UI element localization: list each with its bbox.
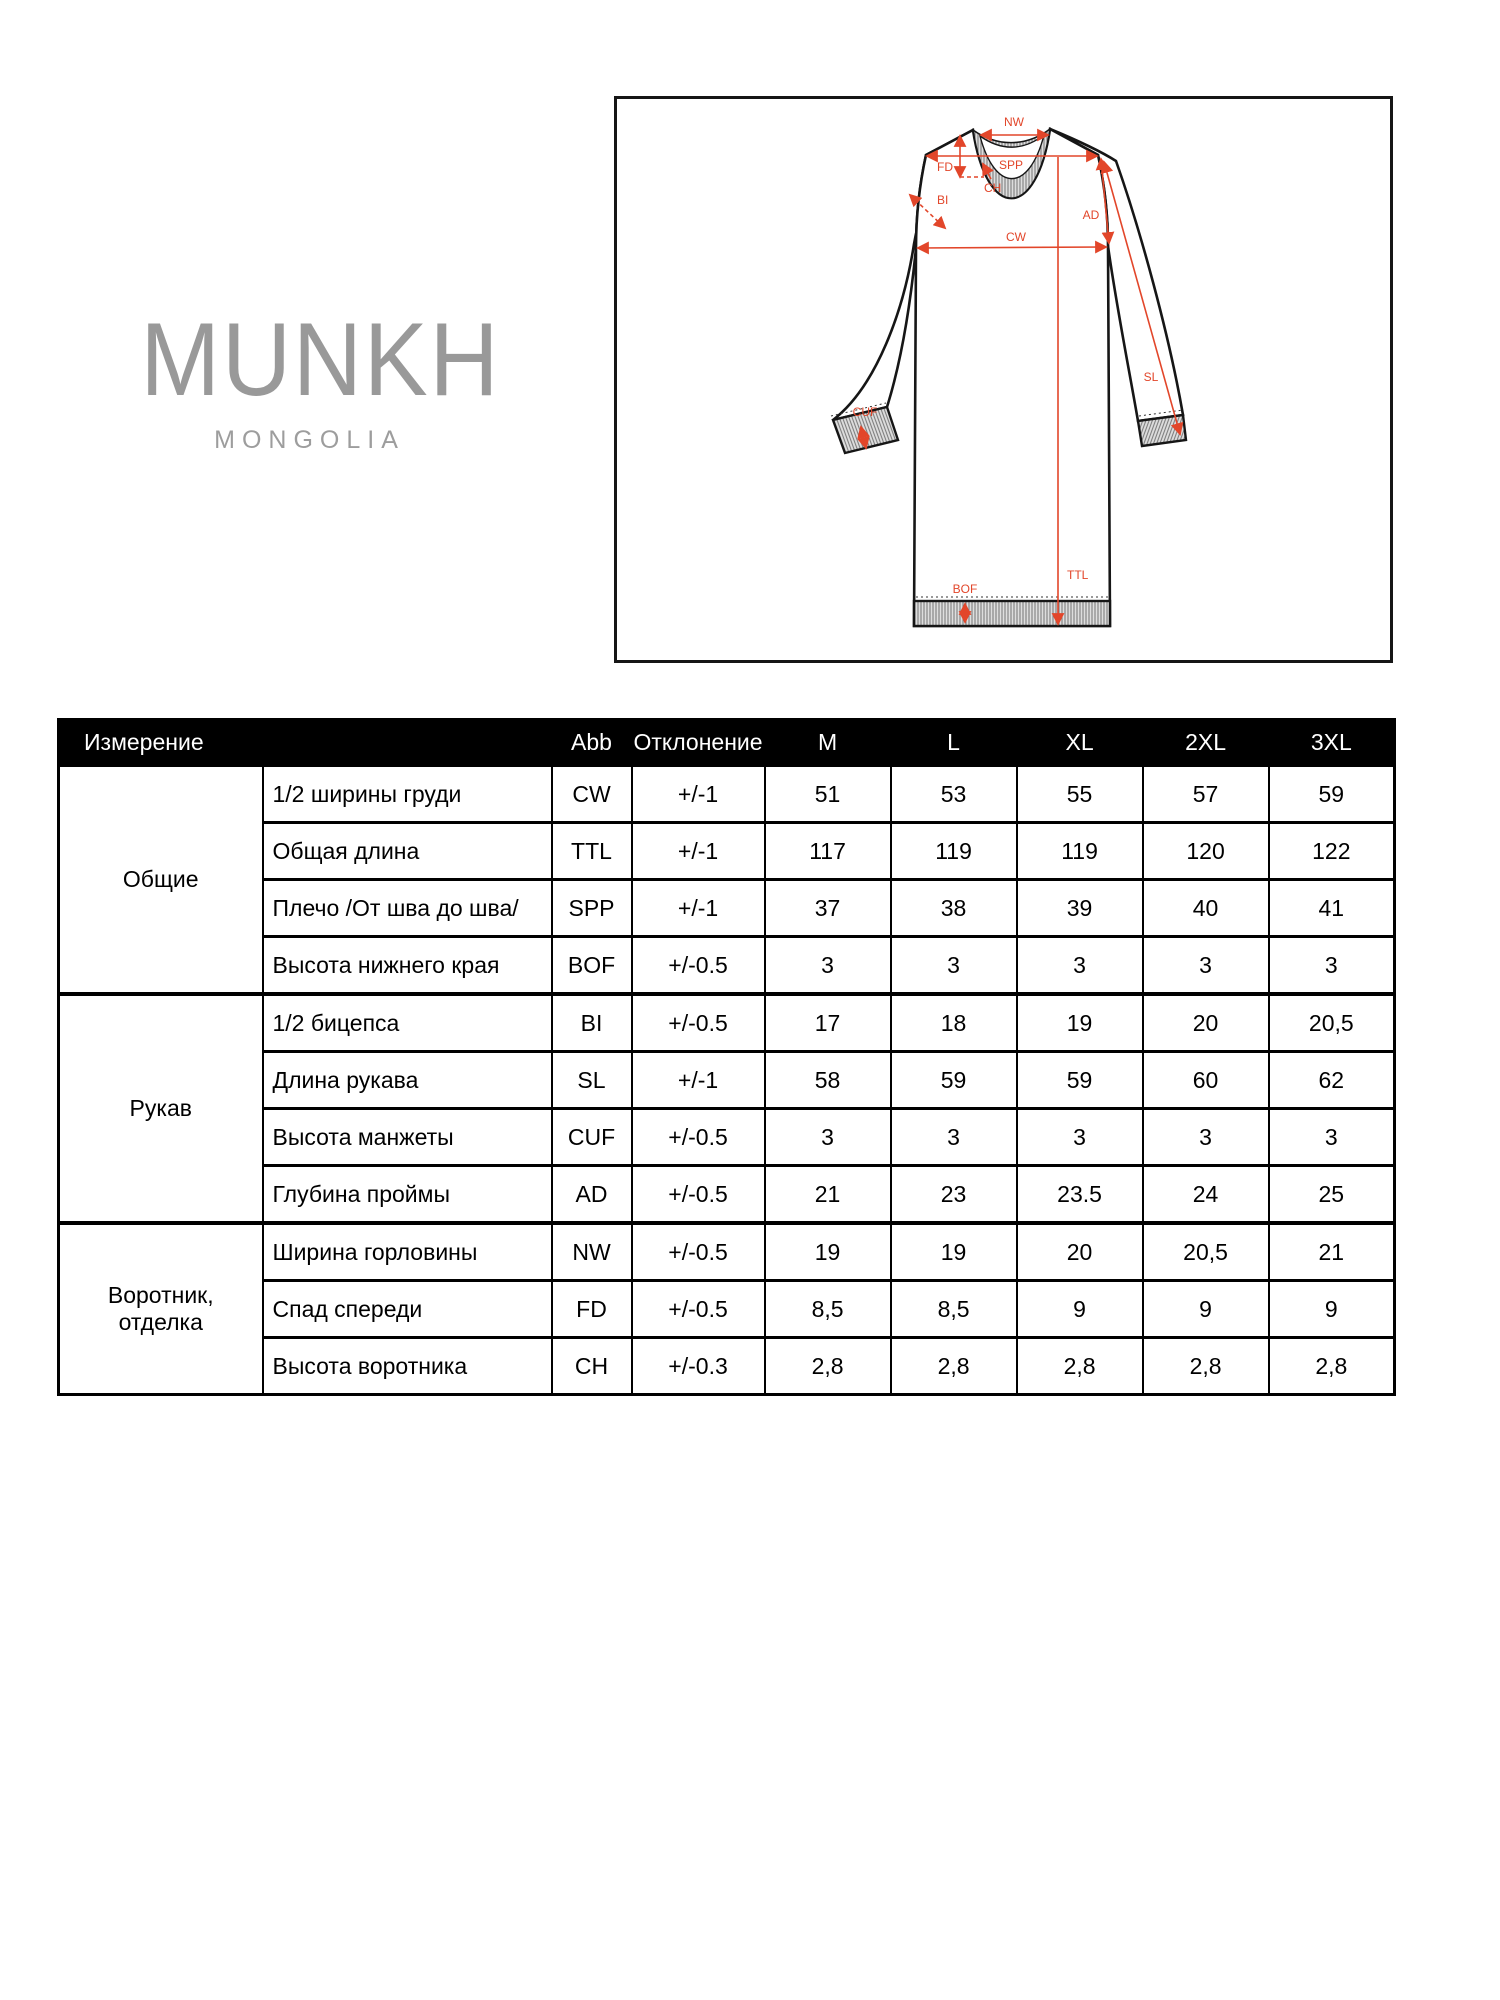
header-size-xl: XL	[1017, 720, 1143, 766]
abb-cell: BI	[552, 994, 632, 1052]
diagram-label-bi: BI	[937, 193, 949, 207]
size-value-cell: 21	[765, 1166, 891, 1224]
table-header-row	[59, 720, 1395, 766]
size-value-cell: 19	[1017, 994, 1143, 1052]
abb-cell: BOF	[552, 937, 632, 995]
size-value-cell: 3	[1017, 1109, 1143, 1166]
deviation-cell: +/-0.5	[632, 994, 765, 1052]
size-value-cell: 8,5	[765, 1281, 891, 1338]
size-value-cell: 9	[1269, 1281, 1395, 1338]
diagram-label-ch: CH	[984, 181, 1002, 195]
size-value-cell: 2,8	[1269, 1338, 1395, 1395]
measurement-name-cell: 1/2 ширины груди	[263, 765, 552, 823]
size-value-cell: 3	[1017, 937, 1143, 995]
size-value-cell: 25	[1269, 1166, 1395, 1224]
deviation-cell: +/-0.5	[632, 937, 765, 995]
size-value-cell: 122	[1269, 823, 1395, 880]
abb-cell: FD	[552, 1281, 632, 1338]
size-value-cell: 62	[1269, 1052, 1395, 1109]
size-value-cell: 23.5	[1017, 1166, 1143, 1224]
size-value-cell: 59	[891, 1052, 1017, 1109]
size-value-cell: 39	[1017, 880, 1143, 937]
size-value-cell: 41	[1269, 880, 1395, 937]
deviation-cell: +/-0.5	[632, 1166, 765, 1224]
size-value-cell: 3	[1143, 1109, 1269, 1166]
size-value-cell: 3	[1269, 937, 1395, 995]
size-value-cell: 3	[891, 937, 1017, 995]
header-abb: Abb	[552, 720, 632, 766]
abb-cell: SPP	[552, 880, 632, 937]
abb-cell: AD	[552, 1166, 632, 1224]
brand-subtitle: MONGOLIA	[214, 426, 405, 454]
size-value-cell: 3	[765, 937, 891, 995]
deviation-cell: +/-0.5	[632, 1109, 765, 1166]
header-size-3xl: 3XL	[1269, 720, 1395, 766]
deviation-cell: +/-0.5	[632, 1223, 765, 1281]
deviation-cell: +/-1	[632, 880, 765, 937]
size-value-cell: 55	[1017, 765, 1143, 823]
diagram-label-fd: FD	[937, 160, 953, 174]
table-row	[59, 1223, 1395, 1281]
group-label: Рукав	[59, 994, 263, 1223]
size-value-cell: 21	[1269, 1223, 1395, 1281]
abb-cell: CW	[552, 765, 632, 823]
size-value-cell: 19	[891, 1223, 1017, 1281]
size-value-cell: 120	[1143, 823, 1269, 880]
header-size-m: M	[765, 720, 891, 766]
group-label: Общие	[59, 765, 263, 994]
size-value-cell: 59	[1269, 765, 1395, 823]
size-value-cell: 58	[765, 1052, 891, 1109]
measurement-name-cell: Плечо /От шва до шва/	[263, 880, 552, 937]
size-value-cell: 59	[1017, 1052, 1143, 1109]
diagram-label-ad: AD	[1082, 208, 1100, 222]
size-value-cell: 9	[1143, 1281, 1269, 1338]
size-value-cell: 57	[1143, 765, 1269, 823]
size-value-cell: 20	[1017, 1223, 1143, 1281]
measurement-name-cell: 1/2 бицепса	[263, 994, 552, 1052]
deviation-cell: +/-1	[632, 765, 765, 823]
diagram-label-ttl: TTL	[1067, 568, 1089, 582]
size-value-cell: 9	[1017, 1281, 1143, 1338]
hem-rib	[914, 601, 1110, 626]
measurement-name-cell: Общая длина	[263, 823, 552, 880]
diagram-label-sl: SL	[1143, 370, 1159, 384]
garment-diagram	[617, 99, 1390, 660]
size-value-cell: 53	[891, 765, 1017, 823]
table-row	[59, 994, 1395, 1052]
size-value-cell: 20,5	[1143, 1223, 1269, 1281]
size-value-cell: 23	[891, 1166, 1017, 1224]
size-value-cell: 60	[1143, 1052, 1269, 1109]
header-deviation: Отклонение	[632, 720, 765, 766]
group-label: Воротник, отделка	[59, 1223, 263, 1395]
size-value-cell: 3	[891, 1109, 1017, 1166]
measurement-name-cell: Высота манжеты	[263, 1109, 552, 1166]
brand-name: MUNKH	[140, 302, 501, 418]
abb-cell: SL	[552, 1052, 632, 1109]
header-size-l: L	[891, 720, 1017, 766]
diagram-label-bof: BOF	[952, 582, 978, 596]
size-value-cell: 40	[1143, 880, 1269, 937]
abb-cell: CH	[552, 1338, 632, 1395]
size-value-cell: 2,8	[891, 1338, 1017, 1395]
header-size-2xl: 2XL	[1143, 720, 1269, 766]
size-value-cell: 51	[765, 765, 891, 823]
measurement-name-cell: Высота воротника	[263, 1338, 552, 1395]
abb-cell: TTL	[552, 823, 632, 880]
measurement-name-cell: Спад спереди	[263, 1281, 552, 1338]
header-measurement: Измерение	[59, 720, 552, 766]
size-value-cell: 119	[1017, 823, 1143, 880]
deviation-cell: +/-0.3	[632, 1338, 765, 1395]
size-value-cell: 2,8	[765, 1338, 891, 1395]
size-value-cell: 38	[891, 880, 1017, 937]
size-value-cell: 3	[765, 1109, 891, 1166]
measurement-name-cell: Ширина горловины	[263, 1223, 552, 1281]
deviation-cell: +/-0.5	[632, 1281, 765, 1338]
abb-cell: CUF	[552, 1109, 632, 1166]
diagram-label-spp: SPP	[998, 158, 1024, 172]
measurement-name-cell: Глубина проймы	[263, 1166, 552, 1224]
size-value-cell: 20,5	[1269, 994, 1395, 1052]
table-row	[59, 765, 1395, 823]
size-value-cell: 19	[765, 1223, 891, 1281]
size-value-cell: 117	[765, 823, 891, 880]
diagram-label-cuf: CUF	[852, 405, 878, 419]
size-value-cell: 18	[891, 994, 1017, 1052]
diagram-label-nw: NW	[1004, 115, 1024, 129]
size-table	[57, 718, 1396, 1396]
size-value-cell: 24	[1143, 1166, 1269, 1224]
size-value-cell: 2,8	[1143, 1338, 1269, 1395]
cw-arrow	[918, 247, 1106, 248]
diagram-label-cw: CW	[1006, 230, 1026, 244]
size-value-cell: 8,5	[891, 1281, 1017, 1338]
deviation-cell: +/-1	[632, 823, 765, 880]
garment-diagram-frame	[614, 96, 1393, 663]
deviation-cell: +/-1	[632, 1052, 765, 1109]
size-value-cell: 2,8	[1017, 1338, 1143, 1395]
size-value-cell: 3	[1269, 1109, 1395, 1166]
size-value-cell: 3	[1143, 937, 1269, 995]
brand-logo	[126, 302, 501, 455]
size-value-cell: 17	[765, 994, 891, 1052]
measurement-name-cell: Длина рукава	[263, 1052, 552, 1109]
size-value-cell: 20	[1143, 994, 1269, 1052]
size-value-cell: 37	[765, 880, 891, 937]
measurement-name-cell: Высота нижнего края	[263, 937, 552, 995]
size-value-cell: 119	[891, 823, 1017, 880]
abb-cell: NW	[552, 1223, 632, 1281]
